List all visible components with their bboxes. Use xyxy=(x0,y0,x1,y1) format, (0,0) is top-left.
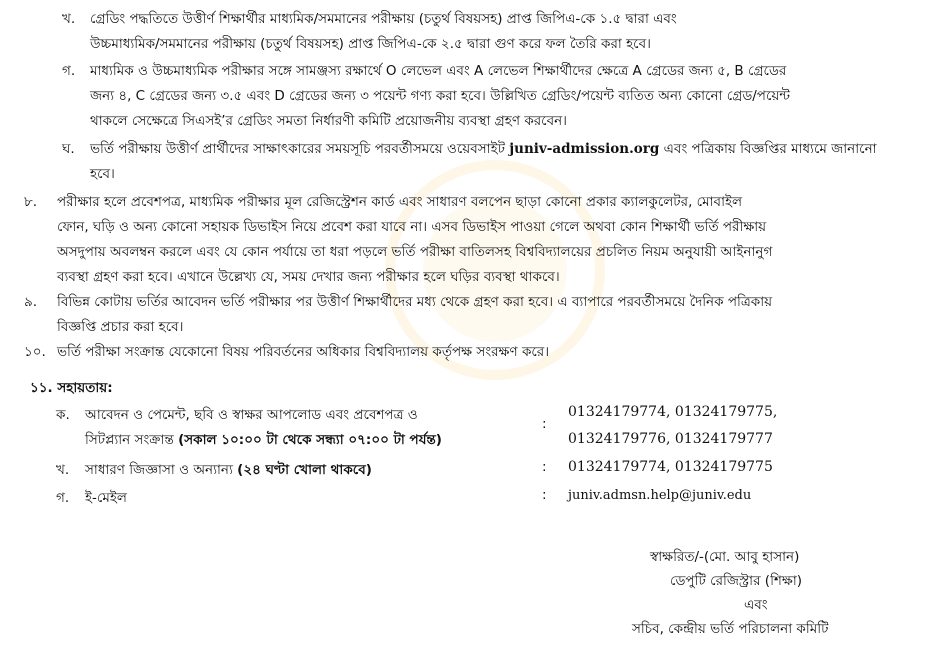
help-row-marker: খ. xyxy=(56,462,70,478)
text-line: থাকলে সেক্ষেত্রে সিএসই’র গ্রেডিং সমতা নির্ধারণী কমিটি প্রয়োজনীয় ব্যবস্থা গ্রহণ করবেন। xyxy=(90,113,568,129)
text-line: বিজ্ঞপ্তি প্রচার করা হবে। xyxy=(57,319,184,335)
admission-website-link[interactable]: juniv-admission.org xyxy=(509,141,660,157)
help-row-text xyxy=(85,459,372,482)
text-line: হবে। xyxy=(90,166,115,182)
item-marker: খ. xyxy=(62,11,76,27)
support-email-link[interactable]: juniv.admsn.help@juniv.edu xyxy=(568,488,752,503)
text-segment: ভর্তি পরীক্ষায় উত্তীর্ণ প্রার্থীদের সাক্ষাৎকারের সময়সূচি পরবর্তীসময়ে ওয়েবসাইট xyxy=(90,141,510,157)
colon-separator: : xyxy=(542,416,547,432)
text-line: পরীক্ষার হলে প্রবেশপত্র, মাধ্যমিক পরীক্ষার মূল রেজিস্ট্রেশন কার্ড এবং সাধারণ বলপেন ছাড়া কোনো প্রকার ক্যালকুলেটর, মোবাইল xyxy=(57,194,743,210)
text-line: জন্য ৪, C গ্রেডের জন্য ৩.৫ এবং D গ্রেডের জন্য ৩ পয়েন্ট গণ্য করা হবে। উল্লিখিত গ্রেডিং/পয়েন্ট ব্যতিত অন্য কোনো গ্রেড/পয়েন্ট xyxy=(90,88,790,104)
text-line: ফোন, ঘড়ি ও অন্য কোনো সহায়ক ডিভাইস নিয়ে প্রবেশ করা যাবে না। এসব ডিভাইস পাওয়া গেলে অথবা কোন শিক্ষার্থী ভর্তি পরীক্ষায় xyxy=(57,219,767,235)
text-line: অসদুপায় অবলম্বন করলে এবং যে কোন পর্যায়ে তা ধরা পড়লে ভর্তি পরীক্ষা বাতিলসহ বিশ্ববিদ্যালয়ের প্রচলিত নিয়ম অনুযায়ী আইনানুগ xyxy=(57,244,773,260)
service-hours: (সকাল ১০:০০ টা থেকে সন্ধ্যা ০৭:০০ টা পর্যন্ত) xyxy=(178,432,442,448)
text-line: উচ্চমাধ্যমিক/সমমানের পরীক্ষায় (চতুর্থ বিষয়সহ) প্রাপ্ত জিপিএ-কে ২.৫ দ্বারা গুণ করে ফল তৈরি করা হবে। xyxy=(90,36,651,52)
point-marker: ৮. xyxy=(24,194,38,210)
phone-numbers[interactable]: 01324179774, 01324179775, xyxy=(568,404,778,420)
help-row-marker: গ. xyxy=(56,490,70,506)
colon-separator: : xyxy=(542,487,547,503)
text-line: বিভিন্ন কোটায় ভর্তির আবেদন ভর্তি পরীক্ষার পর উত্তীর্ণ শিক্ষার্থীদের মধ্য থেকে গ্রহণ করা হবে। এ ব্যাপারে পরবর্তীসময়ে দৈনিক পত্রিকায় xyxy=(57,294,773,310)
text-line: ভর্তি পরীক্ষা সংক্রান্ত যেকোনো বিষয় পরিবর্তনের অধিকার বিশ্ববিদ্যালয় কর্তৃপক্ষ সংরক্ষণ করে। xyxy=(57,344,550,360)
signature-name: স্বাক্ষরিত/-(মো. আবু হাসান) xyxy=(650,549,800,565)
signature-conjunction: এবং xyxy=(744,597,768,613)
item-marker: ঘ. xyxy=(62,141,75,157)
text-line: ব্যবস্থা গ্রহণ করা হবে। এখানে উল্লেখ্য যে, সময় দেখার জন্য পরীক্ষার হলে ঘড়ির ব্যবস্থা থাকবে। xyxy=(57,269,560,285)
phone-numbers[interactable]: 01324179774, 01324179775 xyxy=(568,459,773,475)
point-marker: ৯. xyxy=(24,294,38,310)
text-line-with-url xyxy=(90,138,877,161)
text-segment: সাধারণ জিজ্ঞাসা ও অন্যান্য xyxy=(85,462,238,478)
help-row-text: আবেদন ও পেমেন্ট, ছবি ও স্বাক্ষর আপলোড এবং প্রবেশপত্র ও xyxy=(85,407,418,423)
colon-separator: : xyxy=(542,459,547,475)
help-row-text xyxy=(85,429,442,452)
point-marker: ১০. xyxy=(24,344,46,360)
text-segment: এবং পত্রিকায় বিজ্ঞপ্তির মাধ্যমে জানানো xyxy=(659,141,877,157)
help-row-marker: ক. xyxy=(56,407,70,423)
text-line: মাধ্যমিক ও উচ্চমাধ্যমিক পরীক্ষার সঙ্গে সামঞ্জস্য রক্ষার্থে O লেভেল এবং A লেভেল শিক্ষার্থীদের ক্ষেত্রে A গ্রেডের জন্য ৫, B গ্রেডের xyxy=(90,63,787,79)
phone-numbers[interactable]: 01324179776, 01324179777 xyxy=(568,431,773,447)
service-hours: (২৪ ঘণ্টা খোলা থাকবে) xyxy=(237,462,372,478)
item-marker: গ. xyxy=(62,63,76,79)
help-heading: ১১. সহায়তায়: xyxy=(30,380,113,396)
text-segment: সিটপ্ল্যান সংক্রান্ত xyxy=(85,432,179,448)
help-row-text: ই-মেইল xyxy=(85,490,127,506)
signature-designation: ডেপুটি রেজিস্ট্রার (শিক্ষা) xyxy=(670,573,803,589)
signature-designation: সচিব, কেন্দ্রীয় ভর্তি পরিচালনা কমিটি xyxy=(632,621,829,637)
text-line: গ্রেডিং পদ্ধতিতে উত্তীর্ণ শিক্ষার্থীর মাধ্যমিক/সমমানের পরীক্ষায় (চতুর্থ বিষয়সহ) প্রাপ্ত জিপিএ-কে ১.৫ দ্বারা এবং xyxy=(90,11,677,27)
